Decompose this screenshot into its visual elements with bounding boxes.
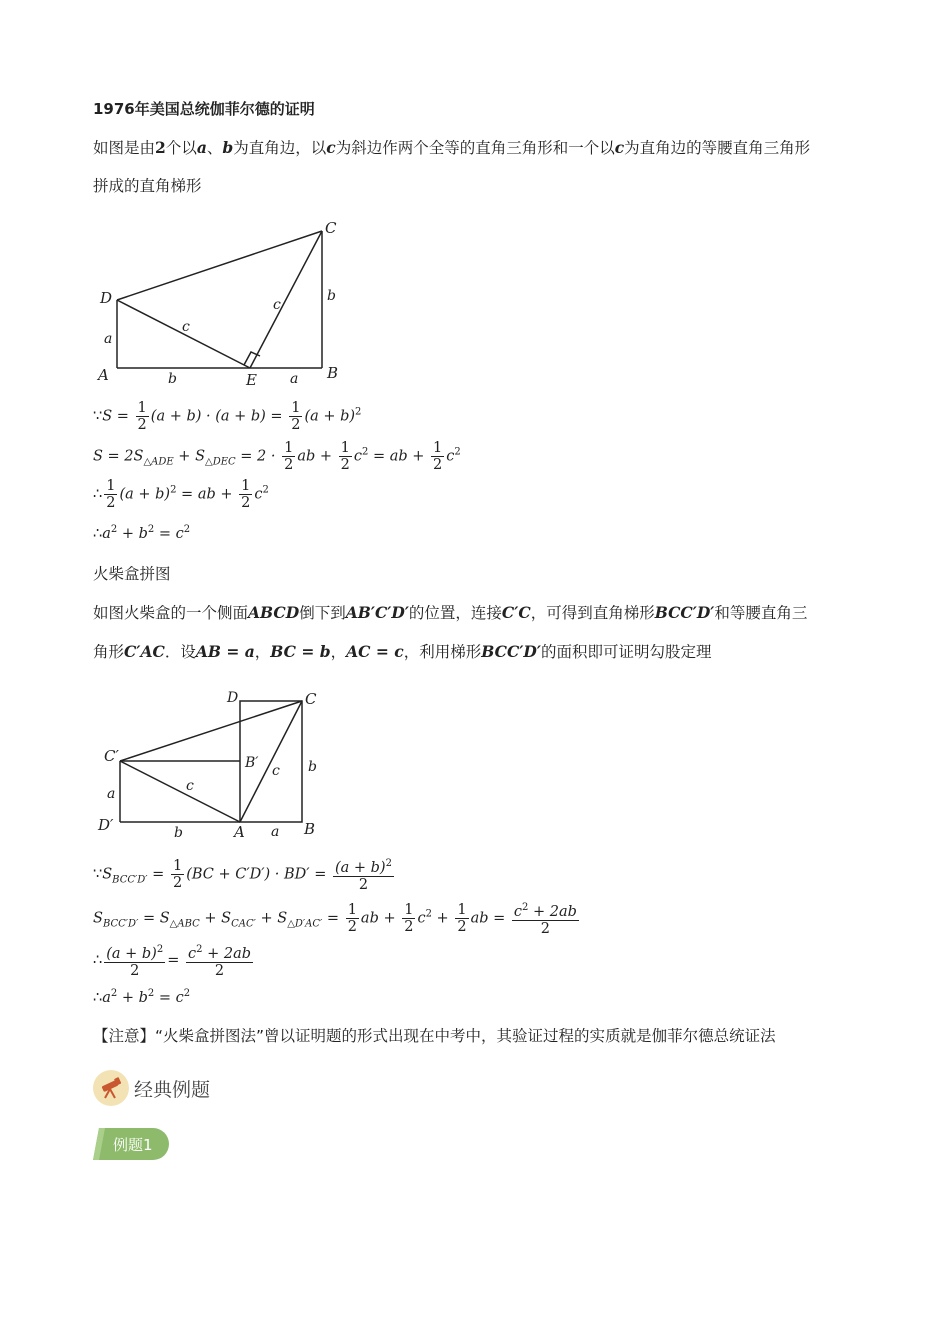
math-text: a [102,989,111,1006]
section-title-matchbox: 火柴盒拼图 [93,565,171,583]
line-CpA [120,761,240,822]
label-side-b-bottom: b [168,371,177,387]
label-side-a-bottom: a [290,371,299,387]
label-B: B [304,820,316,838]
denominator: 2 [106,495,116,511]
numerator: 1 [291,400,301,416]
math-var: ABCD [248,603,300,622]
label-side-c-EC: c [273,297,281,313]
numerator: 1 [241,478,251,494]
text-span: 的面积即可证明勾股定理 [540,643,712,661]
math-text: c [187,945,197,962]
equation-matchbox-equate [93,942,255,979]
telescope-icon [93,1070,129,1106]
label-D: D [100,289,113,307]
exponent: 2 [362,446,369,458]
subscript: BCC′D′ [102,918,139,930]
label-A: A [234,823,245,841]
label-C: C [325,219,337,237]
math-text: = ab + [176,486,233,503]
numerator: 1 [172,857,183,874]
text-span: ， [254,643,271,661]
text-span: 和等腰直角三 [714,604,808,622]
math-text: (a + b) · (a + b) = [150,408,283,425]
math-text: (a + b) [106,945,157,962]
fraction [339,440,352,473]
trapezoid-figure [90,215,350,390]
denominator: 2 [137,417,147,433]
text-span: 如图火柴盒的一个侧面 [93,604,249,622]
fraction [239,478,252,511]
math-text: = ab + [368,448,425,465]
math-var: AB = a [195,642,255,661]
equation-matchbox-area-trapezoid [93,856,396,893]
fraction [333,856,394,893]
exponent: 2 [385,858,392,869]
math-text: = S [138,910,170,927]
math-text: S = 2S [93,448,144,465]
text-span: 如图是由 [93,139,156,157]
math-text: (a + b) [304,408,356,425]
denominator: 2 [172,874,183,891]
numerator [512,900,579,920]
equation-matchbox-area-sum [93,900,581,937]
exponent: 2 [196,944,203,955]
fraction [186,942,253,979]
fraction [455,902,468,935]
math-text: + b [117,989,148,1006]
math-var: b [222,138,234,157]
note-paragraph: 【注意】“火柴盒拼图法”曾以证明题的形式出现在中考中，其验证过程的实质就是伽菲尔德总统证法 [93,1027,776,1045]
denominator: 2 [104,962,165,979]
math-text: (BC + C′D′) · BD′ = [186,866,327,883]
fraction [136,400,149,433]
denominator: 2 [512,920,579,937]
exponent: 2 [147,524,155,535]
matchbox-figure [90,682,330,842]
exponent: 2 [147,988,155,999]
telescope-glyph [93,1070,129,1106]
math-var: c [614,138,625,157]
text-span: ．设 [164,643,196,661]
math-text: ab + [360,910,396,927]
subscript: CAC′ [231,918,256,930]
subscript: △DEC [205,456,236,468]
numerator: 1 [347,901,357,918]
because-symbol: ∵ [93,408,103,425]
text-span: 倒下到 [299,604,346,622]
math-var: BCC′D′ [481,642,541,661]
math-text: + [431,910,449,927]
subscript: BCC′D′ [112,874,148,886]
math-text: (a + b) [119,486,171,503]
fraction [282,440,295,473]
fraction [289,400,302,433]
text-span: 个以 [165,139,197,157]
text-span: ，利用梯形 [403,643,482,661]
fraction [104,478,117,511]
equation-garfield-conclusion [93,524,190,542]
exponent: 2 [110,524,118,535]
denominator: 2 [186,962,253,979]
math-text: c [513,903,522,920]
numerator: 1 [404,901,414,918]
equals-sign: = [167,952,180,969]
exponent: 2 [183,988,191,999]
math-text: = [322,910,340,927]
math-text: S [93,910,103,927]
denominator: 2 [291,417,301,433]
paragraph-matchbox-line2 [93,642,711,662]
numerator [186,942,253,962]
label-B: B [327,364,339,382]
math-text: + S [173,448,206,465]
math-text: S [102,408,113,425]
numerator [333,856,394,876]
denominator: 2 [284,457,294,473]
numerator: 1 [284,440,294,456]
fraction [104,942,165,979]
numerator: 1 [433,440,443,456]
equation-garfield-equate [93,478,269,511]
numerator: 1 [137,400,147,416]
label-C: C [305,690,317,708]
math-text: + 2ab [202,945,252,962]
label-side-c-DE: c [182,319,190,335]
therefore-symbol: ∴ [93,989,103,1006]
paragraph-garfield-intro-line2: 拼成的直角梯形 [93,177,202,195]
math-text: = [116,408,129,425]
math-text: c [417,910,426,927]
denominator: 2 [333,876,394,893]
label-side-a-left: a [104,331,113,347]
math-var: BCC′D′ [654,603,715,622]
equation-matchbox-conclusion [93,988,190,1006]
math-text: ab + [297,448,333,465]
exponent: 2 [355,406,362,418]
because-symbol: ∵ [93,866,103,883]
label-side-c-AC: c [272,763,280,779]
math-text: (a + b) [334,859,386,876]
math-var: a [196,138,207,157]
label-Bprime: B′ [245,755,259,771]
therefore-symbol: ∴ [93,952,103,969]
math-num: 2 [155,138,166,157]
math-text: c [353,448,362,465]
math-text: ab = [470,910,506,927]
numerator [104,942,165,962]
denominator: 2 [340,457,350,473]
fraction [171,858,184,891]
label-side-b-right: b [308,759,317,775]
paragraph-garfield-intro [93,138,810,158]
denominator: 2 [347,918,357,935]
label-side-b-right: b [327,288,336,304]
exponent: 2 [521,902,529,913]
fraction [402,902,415,935]
denominator: 2 [457,918,467,935]
numerator: 1 [457,901,467,918]
label-E: E [246,371,257,389]
exponent: 2 [183,524,191,535]
numerator: 1 [106,478,116,494]
section-header-classic-examples: 经典例题 [134,1079,211,1101]
label-Dprime: D′ [98,816,114,834]
math-text: + 2ab [528,903,577,920]
math-text: = c [154,989,184,1006]
math-text: + b [117,525,148,542]
section-title-garfield: 1976年美国总统伽菲尔德的证明 [93,100,315,118]
math-text: a [102,525,111,542]
label-side-a-left: a [107,786,116,802]
exponent: 2 [425,908,432,920]
label-side-a-bottom: a [271,824,280,840]
exponent: 2 [156,944,164,955]
text-span: 角形 [93,643,125,661]
label-A: A [98,366,109,384]
math-text: + S [199,910,232,927]
text-span: 为斜边作两个全等的直角三角形和一个以 [335,139,615,157]
fraction [346,902,359,935]
text-span: 、 [206,139,223,157]
math-text: = 2 · [235,448,276,465]
label-side-c-CpA: c [186,778,194,794]
math-text: c [254,486,263,503]
line-CpC [120,701,302,761]
paragraph-matchbox-line1 [93,603,807,623]
math-text: S [102,866,113,883]
math-var: BC = b [270,642,331,661]
label-D: D [227,690,239,706]
text-span: ， [330,643,347,661]
badge-label: 例题1 [113,1136,153,1154]
fraction [512,900,579,937]
text-span: 为直角边的等腰直角三角形 [624,139,811,157]
math-text: = c [154,525,184,542]
equation-garfield-area-trapezoid [93,400,361,433]
exponent: 2 [454,446,461,458]
exponent: 2 [262,484,269,496]
label-Cprime: C′ [104,747,119,765]
example-badge [93,1128,169,1160]
math-text: = [147,866,165,883]
math-var: AB′C′D′ [345,603,409,622]
exponent: 2 [170,484,177,496]
math-var: AC = c [346,642,404,661]
equation-garfield-area-sum [93,440,461,473]
math-text: + S [255,910,288,927]
therefore-symbol: ∴ [93,486,103,503]
subscript: △D′AC′ [287,918,323,930]
label-side-b-bottom: b [174,825,183,841]
denominator: 2 [404,918,414,935]
math-text: c [446,448,455,465]
math-var: C′C [501,603,531,622]
text-span: ，可得到直角梯形 [530,604,655,622]
exponent: 2 [110,988,118,999]
math-var: c [326,138,336,157]
math-var: C′AC [124,642,165,661]
denominator: 2 [433,457,443,473]
therefore-symbol: ∴ [93,525,103,542]
subscript: △ADE [143,456,174,468]
subscript: △ABC [169,918,200,930]
fraction [431,440,444,473]
numerator: 1 [340,440,350,456]
text-span: 为直角边，以 [233,139,327,157]
text-span: 的位置，连接 [408,604,502,622]
denominator: 2 [241,495,251,511]
